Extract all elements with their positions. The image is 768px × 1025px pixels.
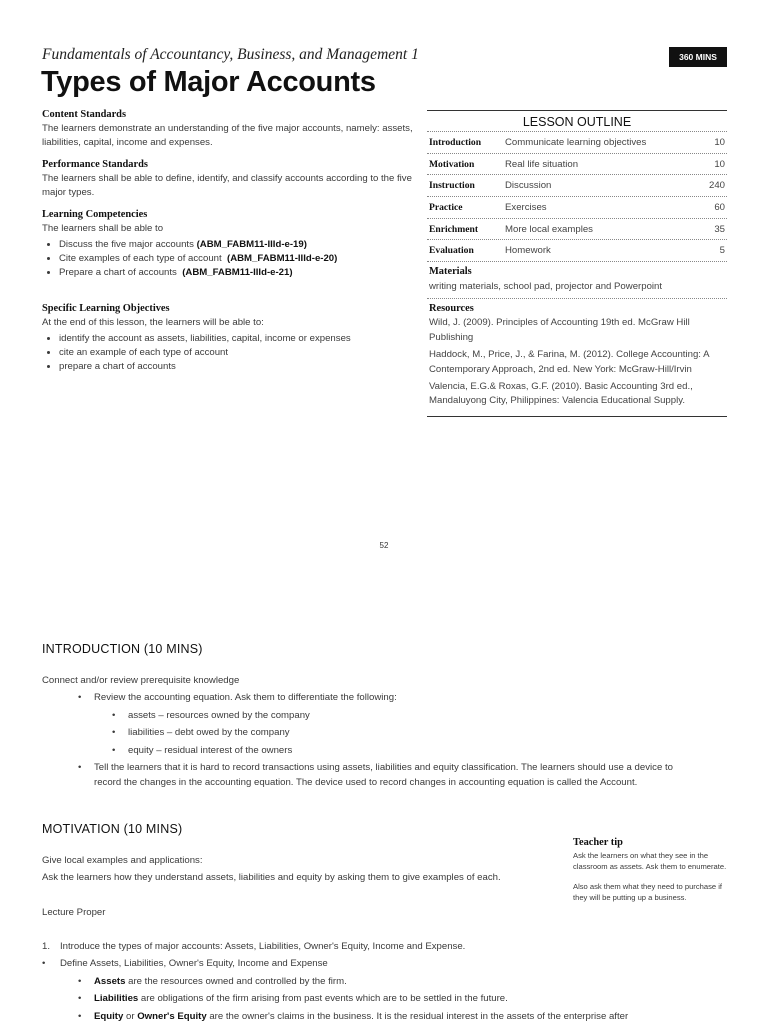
list-item <box>42 1008 702 1025</box>
outline-row-mins: 10 <box>714 158 725 170</box>
introduction-lead: Connect and/or review prerequisite knowledge <box>42 675 240 686</box>
list-item <box>59 252 424 266</box>
bullet-icon: • <box>112 727 116 739</box>
bullet-text: Tell the learners that it is hard to record transactions using assets, liabilities and equity classification. The learners should use a device to record the changes in the accounting equation. The device used to record changes in accounting equation is called the Account. <box>94 762 673 788</box>
outline-row-desc: Real life situation <box>505 158 579 170</box>
list-item <box>42 938 702 955</box>
bullet-icon: • <box>78 762 82 774</box>
list-item <box>42 707 702 724</box>
competency-text: Prepare a chart of accounts <box>59 267 177 278</box>
standards-column <box>42 108 424 382</box>
competencies-list <box>42 238 424 280</box>
learning-competencies-intro: The learners shall be able to <box>42 223 164 234</box>
list-item: • identify the account as assets, liabilities, capital, income or expenses <box>59 332 424 346</box>
outline-row-mins: 35 <box>714 223 725 235</box>
motivation-heading: MOTIVATION (10 MINS) <box>42 822 183 836</box>
teacher-tip-text: Ask the learners on what they see in the classroom as assets. Ask them to enumerate. <box>573 851 727 872</box>
competency-code: (ABM_FABM11-IIId-e-20) <box>227 253 338 264</box>
term-assets: Assets <box>94 975 126 987</box>
specific-objectives-heading: Specific Learning Objectives <box>42 303 170 314</box>
term-definition: are the owner's claims in the business. It is the residual interest in the assets of the enterprise after <box>206 1010 629 1022</box>
list-item <box>42 761 702 790</box>
motivation-lead: Ask the learners how they understand assets, liabilities and equity by asking them to give examples of each. <box>42 872 501 884</box>
term-owners-equity: Owner's Equity <box>137 1010 207 1022</box>
learning-competencies <box>42 208 424 280</box>
content-standards <box>42 108 424 150</box>
bullet-text: assets – resources owned by the company <box>128 709 310 721</box>
resource-item: Haddock, M., Price, J., & Farina, M. (2012). College Accounting: A Contemporary Approach, 2nd ed. New York: McGraw-Hill/Irvin <box>429 349 709 375</box>
lesson-outline-title: LESSON OUTLINE <box>522 115 632 129</box>
outline-row-desc: Communicate learning objectives <box>505 136 647 148</box>
outline-row-mins: 240 <box>708 180 725 192</box>
outline-row <box>427 153 727 175</box>
outline-bottom-rule <box>427 416 727 417</box>
term-connector: or <box>123 1010 138 1022</box>
performance-standards-heading: Performance Standards <box>42 159 148 170</box>
learning-competencies-heading: Learning Competencies <box>42 209 148 220</box>
introduction-heading: INTRODUCTION (10 MINS) <box>42 642 203 656</box>
item-text: Introduce the types of major accounts: Assets, Liabilities, Owner's Equity, Income and Expense. <box>60 941 466 952</box>
list-item: • cite an example of each type of account <box>59 346 424 360</box>
materials-block <box>427 261 727 298</box>
introduction-list <box>42 689 702 790</box>
resource-item: Valencia, E.G.& Roxas, G.F. (2010). Basic Accounting 3rd ed., Mandaluyong City, Philippines: Valencia Educational Supply. <box>429 380 693 407</box>
term-definition: are the resources owned and controlled by the firm. <box>125 975 347 987</box>
objectives-list <box>42 332 424 374</box>
subject-title: Fundamentals of Accountancy, Business, and Management 1 <box>42 46 419 63</box>
competency-code: (ABM_FABM11-IIId-e-21) <box>182 267 293 278</box>
bullet-icon: • <box>42 958 46 970</box>
teacher-tip-heading: Teacher tip <box>573 837 623 848</box>
resources-block <box>427 298 727 416</box>
lecture-body <box>42 938 702 1025</box>
outline-row-desc: Exercises <box>505 201 547 213</box>
page-number: 52 <box>379 541 389 550</box>
outline-row-name: Motivation <box>429 158 475 170</box>
competency-text: Cite examples of each type of account <box>59 253 222 264</box>
lesson-outline <box>427 110 727 417</box>
list-item <box>42 689 702 706</box>
item-text: Define Assets, Liabilities, Owner's Equity, Income and Expense <box>60 958 328 970</box>
outline-row-desc: More local examples <box>505 223 593 235</box>
outline-row-desc: Homework <box>505 245 551 257</box>
outline-row-name: Instruction <box>429 180 475 192</box>
bullet-text: equity – residual interest of the owners <box>128 744 293 756</box>
outline-row-mins: 5 <box>719 245 725 257</box>
specific-objectives-intro: At the end of this lesson, the learners will be able to: <box>42 317 264 328</box>
materials-text: writing materials, school pad, projector and Powerpoint <box>429 280 663 292</box>
competency-text: Discuss the five major accounts <box>59 239 194 250</box>
list-item <box>42 973 702 990</box>
term-definition: are obligations of the firm arising from past events which are to be settled in the future. <box>138 993 508 1005</box>
motivation-lead: Give local examples and applications: <box>42 855 203 866</box>
lecture-list <box>42 938 702 1025</box>
outline-row-name: Practice <box>429 201 463 213</box>
outline-row-mins: 10 <box>714 136 725 148</box>
competency-code: (ABM_FABM11-IIId-e-19) <box>196 239 307 250</box>
outline-row <box>427 196 727 218</box>
bullet-icon: • <box>78 975 82 987</box>
bullet-icon: • <box>112 709 116 721</box>
content-standards-text: The learners demonstrate an understanding of the five major accounts, namely: assets, liabilities, capital, income and expenses. <box>42 123 413 148</box>
bullet-icon: • <box>112 744 116 756</box>
performance-standards <box>42 158 424 200</box>
list-item <box>42 955 702 972</box>
outline-row-name: Enrichment <box>429 223 479 235</box>
resource-item: Wild, J. (2009). Principles of Accounting 19th ed. McGraw Hill Publishing <box>429 317 690 343</box>
outline-row-name: Introduction <box>429 136 482 148</box>
list-item <box>59 238 424 252</box>
outline-row <box>427 174 727 196</box>
lesson-title: Types of Major Accounts <box>41 66 376 98</box>
motivation-body <box>42 852 572 887</box>
lecture-proper: Lecture Proper <box>42 907 106 918</box>
term-equity: Equity <box>94 1010 124 1022</box>
term-liabilities: Liabilities <box>94 993 139 1005</box>
outline-row-desc: Discussion <box>505 180 552 192</box>
outline-row-mins: 60 <box>714 201 725 213</box>
list-number: 1. <box>42 941 51 952</box>
content-standards-heading: Content Standards <box>42 109 127 120</box>
bullet-text: Review the accounting equation. Ask them to differentiate the following: <box>94 692 397 704</box>
specific-objectives <box>42 302 424 374</box>
list-item <box>42 990 702 1007</box>
teacher-tip <box>573 836 733 911</box>
outline-row <box>427 131 727 153</box>
teacher-tip-text: Also ask them what they need to purchase if they will be putting up a business. <box>573 881 723 902</box>
bullet-icon: • <box>78 1010 82 1022</box>
performance-standards-text: The learners shall be able to define, identify, and classify accounts according to the five major types. <box>42 173 412 198</box>
materials-heading: Materials <box>429 266 472 278</box>
outline-row <box>427 218 727 240</box>
outline-row-name: Evaluation <box>429 245 474 257</box>
bullet-text: liabilities – debt owed by the company <box>128 727 290 739</box>
duration-badge: 360 MINS <box>669 47 727 67</box>
list-item <box>42 724 702 741</box>
bullet-icon: • <box>78 993 82 1005</box>
list-item: • prepare a chart of accounts <box>59 360 424 374</box>
outline-row <box>427 239 727 261</box>
bullet-icon: • <box>78 692 82 704</box>
list-item <box>59 266 424 280</box>
introduction-body <box>42 672 702 790</box>
list-item <box>42 742 702 759</box>
resources-heading: Resources <box>429 302 474 314</box>
